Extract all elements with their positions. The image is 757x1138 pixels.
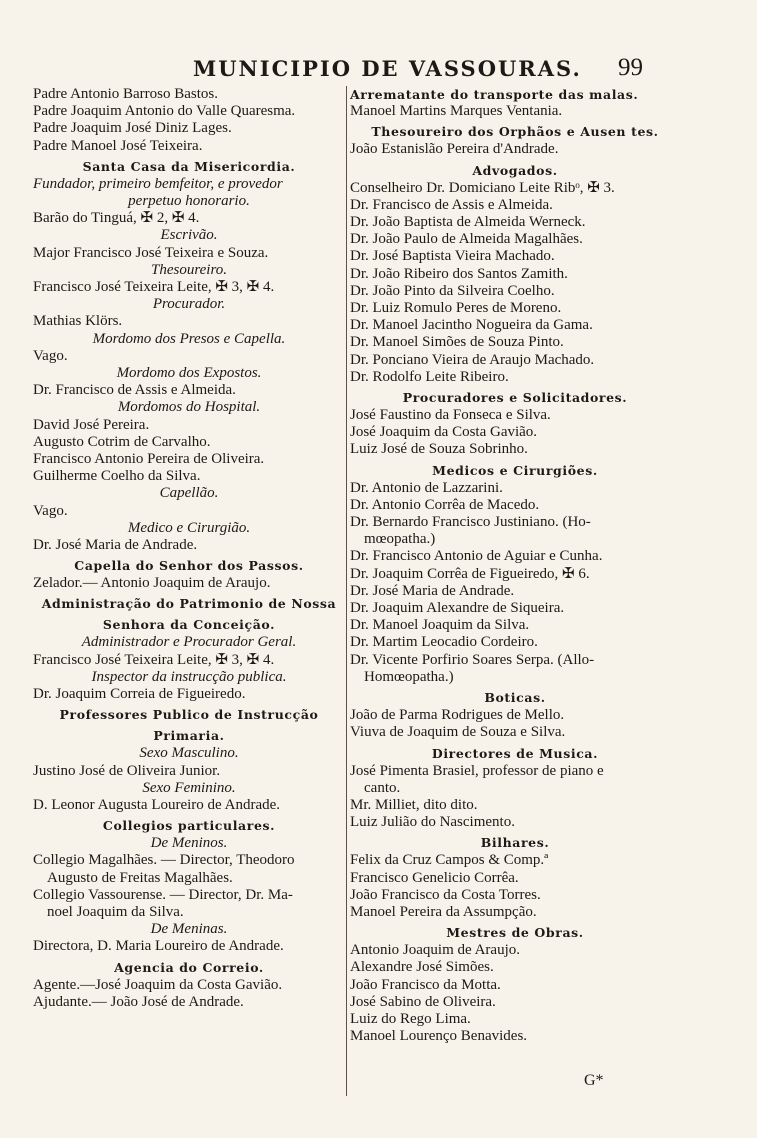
role-title: Mordomo dos Expostos. bbox=[116, 365, 262, 382]
entry-line: Mathias Klörs. bbox=[33, 313, 123, 330]
entry-continuation: noel Joaquim da Silva. bbox=[47, 903, 184, 920]
section-heading: Procuradores e Solicitadores. bbox=[402, 390, 628, 406]
column-divider bbox=[346, 86, 347, 1096]
entry-line: Barão do Tinguá, ✠ 2, ✠ 4. bbox=[33, 210, 200, 227]
entry-line: Conselheiro Dr. Domiciano Leite Ribᵒ, ✠ 3. bbox=[350, 179, 615, 196]
entry-line: Dr. João Ribeiro dos Santos Zamith. bbox=[350, 265, 568, 282]
entry-line: Padre Joaquim José Diniz Lages. bbox=[33, 120, 232, 137]
entry-line: Viuva de Joaquim de Souza e Silva. bbox=[350, 724, 566, 741]
entry-line: Dr. Bernardo Francisco Justiniano. (Ho- bbox=[350, 514, 591, 531]
entry-line: Justino José de Oliveira Junior. bbox=[33, 762, 221, 779]
entry-line: Dr. Antonio Corrêa de Macedo. bbox=[350, 496, 540, 513]
role-title: Fundador, primeiro bemfeitor, e provedor bbox=[33, 175, 283, 192]
section-heading: Thesoureiro dos Orphãos e Ausen tes. bbox=[371, 124, 659, 140]
entry-line: Dr. João Paulo de Almeida Magalhães. bbox=[350, 231, 583, 248]
entry-line: João Francisco da Motta. bbox=[350, 976, 501, 993]
entry-line: João Francisco da Costa Torres. bbox=[350, 886, 541, 903]
entry-line: Felix da Cruz Campos & Comp.ª bbox=[350, 852, 549, 869]
entry-line: Dr. Francisco de Assis e Almeida. bbox=[33, 382, 236, 399]
role-title: Procurador. bbox=[152, 296, 226, 313]
section-heading: Arrematante do transporte das malas. bbox=[350, 87, 639, 102]
entry-line: D. Leonor Augusta Loureiro de Andrade. bbox=[33, 796, 281, 813]
page-number: 99 bbox=[618, 54, 643, 81]
entry-line: Vago. bbox=[33, 347, 68, 364]
section-heading: Medicos e Cirurgiões. bbox=[432, 462, 598, 478]
role-title: De Meninos. bbox=[150, 835, 228, 852]
role-title: Sexo Feminino. bbox=[142, 779, 236, 796]
entry-line: Dr. Manoel Simões de Souza Pinto. bbox=[350, 334, 564, 351]
section-heading: Advogados. bbox=[472, 162, 558, 178]
section-heading: Collegios particulares. bbox=[102, 818, 276, 834]
role-title: Mordomos do Hospital. bbox=[117, 399, 261, 416]
section-heading: Directores de Musica. bbox=[431, 745, 599, 761]
entry-line: Dr. João Baptista de Almeida Werneck. bbox=[350, 214, 586, 231]
left-column bbox=[33, 86, 345, 1011]
entry-line: Padre Manoel José Teixeira. bbox=[33, 137, 203, 154]
entry-line: Major Francisco José Teixeira e Souza. bbox=[33, 244, 269, 261]
entry-line: José Joaquim da Costa Gavião. bbox=[350, 424, 538, 441]
entry-line: Dr. Joaquim Correia de Figueiredo. bbox=[33, 686, 246, 703]
entry-line: Zelador.— Antonio Joaquim de Araujo. bbox=[33, 575, 271, 592]
role-title: De Meninas. bbox=[150, 921, 228, 938]
signature-mark: G* bbox=[584, 1072, 604, 1089]
entry-line: Luiz Julião do Nascimento. bbox=[350, 814, 515, 831]
entry-line: Francisco Genelicio Corrêa. bbox=[350, 869, 519, 886]
page-header bbox=[0, 52, 757, 86]
entry-line: Manoel Martins Marques Ventania. bbox=[350, 103, 563, 120]
role-title: Medico e Cirurgião. bbox=[127, 519, 251, 536]
entry-line: Manoel Pereira da Assumpção. bbox=[350, 903, 537, 920]
entry-line: José Pimenta Brasiel, professor de piano e bbox=[350, 762, 604, 779]
section-heading: Professores Publico de Instrucção bbox=[59, 707, 319, 723]
entry-continuation: Homœopatha.) bbox=[364, 668, 454, 685]
right-column bbox=[350, 86, 680, 1045]
entry-line: Dr. Antonio de Lazzarini. bbox=[350, 479, 503, 496]
role-title: Administrador e Procurador Geral. bbox=[81, 634, 297, 651]
entry-line: João Estanislão Pereira d'Andrade. bbox=[350, 141, 559, 158]
entry-line: Agente.—José Joaquim da Costa Gavião. bbox=[33, 976, 283, 993]
entry-line: Francisco Antonio Pereira de Oliveira. bbox=[33, 451, 265, 468]
entry-line: José Faustino da Fonseca e Silva. bbox=[350, 407, 551, 424]
entry-line: Ajudante.— João José de Andrade. bbox=[33, 993, 244, 1010]
entry-line: Padre Joaquim Antonio do Valle Quaresma. bbox=[33, 103, 296, 120]
entry-line: Dr. Vicente Porfirio Soares Serpa. (Allo- bbox=[350, 651, 595, 668]
entry-continuation: canto. bbox=[364, 779, 401, 796]
entry-line: Luiz do Rego Lima. bbox=[350, 1010, 471, 1027]
section-heading: Capella do Senhor dos Passos. bbox=[74, 558, 304, 574]
role-title: Sexo Masculino. bbox=[139, 745, 239, 762]
entry-line: Dr. José Maria de Andrade. bbox=[33, 537, 198, 554]
role-title: Mordomo dos Presos e Capella. bbox=[92, 330, 286, 347]
entry-continuation: mœopatha.) bbox=[364, 531, 436, 548]
section-heading: Administração do Patrimonio de Nossa bbox=[41, 596, 337, 612]
entry-line: Dr. Francisco Antonio de Aguiar e Cunha. bbox=[350, 548, 603, 565]
entry-line: Dr. Francisco de Assis e Almeida. bbox=[350, 196, 553, 213]
entry-line: Dr. Ponciano Vieira de Araujo Machado. bbox=[350, 351, 595, 368]
entry-line: Antonio Joaquim de Araujo. bbox=[350, 942, 520, 959]
running-title: MUNICIPIO DE VASSOURAS. bbox=[193, 56, 582, 81]
entry-line: Dr. Manoel Jacintho Nogueira da Gama. bbox=[350, 317, 593, 334]
entry-line: Alexandre José Simões. bbox=[350, 959, 494, 976]
section-heading: Primaria. bbox=[153, 728, 225, 744]
role-title: perpetuo honorario. bbox=[128, 193, 250, 210]
role-title: Escrivão. bbox=[160, 227, 218, 244]
entry-line: Dr. José Maria de Andrade. bbox=[350, 582, 515, 599]
entry-line: Dr. Joaquim Corrêa de Figueiredo, ✠ 6. bbox=[350, 565, 590, 582]
section-heading: Agencia do Correio. bbox=[114, 959, 264, 975]
section-heading: Mestres de Obras. bbox=[446, 925, 584, 941]
section-heading: Santa Casa da Misericordia. bbox=[82, 158, 296, 174]
entry-line: Dr. Martim Leocadio Cordeiro. bbox=[350, 634, 538, 651]
entry-line: Luiz José de Souza Sobrinho. bbox=[350, 441, 528, 458]
entry-line: Directora, D. Maria Loureiro de Andrade. bbox=[33, 938, 284, 955]
entry-line: Collegio Vassourense. — Director, Dr. Ma- bbox=[33, 886, 293, 903]
entry-line: Dr. Joaquim Alexandre de Siqueira. bbox=[350, 600, 565, 617]
entry-line: Francisco José Teixeira Leite, ✠ 3, ✠ 4. bbox=[33, 651, 275, 668]
section-heading: Bilhares. bbox=[480, 835, 550, 851]
entry-line: Mr. Milliet, dito dito. bbox=[350, 796, 478, 813]
entry-line: Augusto Cotrim de Carvalho. bbox=[33, 433, 211, 450]
section-heading: Boticas. bbox=[484, 690, 546, 706]
entry-line: Dr. Rodolfo Leite Ribeiro. bbox=[350, 368, 509, 385]
role-title: Inspector da instrucção publica. bbox=[91, 668, 287, 685]
section-heading: Senhora da Conceição. bbox=[102, 617, 276, 633]
entry-continuation: Augusto de Freitas Magalhães. bbox=[47, 869, 233, 886]
entry-line: Dr. Luiz Romulo Peres de Moreno. bbox=[350, 300, 562, 317]
entry-line: Dr. José Baptista Vieira Machado. bbox=[350, 248, 555, 265]
entry-line: Manoel Lourenço Benavides. bbox=[350, 1028, 528, 1045]
entry-line: José Sabino de Oliveira. bbox=[350, 993, 496, 1010]
entry-line: Dr. Manoel Joaquim da Silva. bbox=[350, 617, 530, 634]
entry-line: Collegio Magalhães. — Director, Theodoro bbox=[33, 852, 295, 869]
entry-line: Vago. bbox=[33, 502, 68, 519]
entry-line: Francisco José Teixeira Leite, ✠ 3, ✠ 4. bbox=[33, 279, 275, 296]
role-title: Thesoureiro. bbox=[151, 261, 227, 278]
entry-line: Guilherme Coelho da Silva. bbox=[33, 468, 201, 485]
entry-line: Padre Antonio Barroso Bastos. bbox=[33, 86, 218, 102]
entry-line: Dr. João Pinto da Silveira Coelho. bbox=[350, 282, 555, 299]
entry-line: João de Parma Rodrigues de Mello. bbox=[350, 707, 565, 724]
role-title: Capellão. bbox=[159, 485, 219, 502]
entry-line: David José Pereira. bbox=[33, 416, 150, 433]
